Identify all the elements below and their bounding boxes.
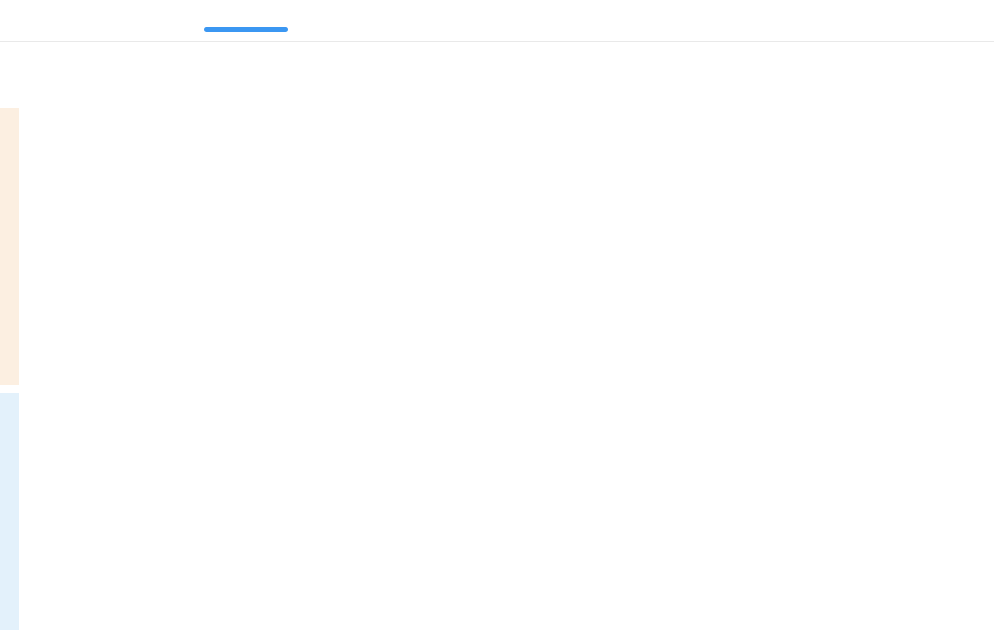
sidebar-night-strip [0,393,19,630]
tab-bar [0,0,994,42]
sidebar-daytime-strip [0,108,19,385]
temperature-chart [72,300,972,475]
